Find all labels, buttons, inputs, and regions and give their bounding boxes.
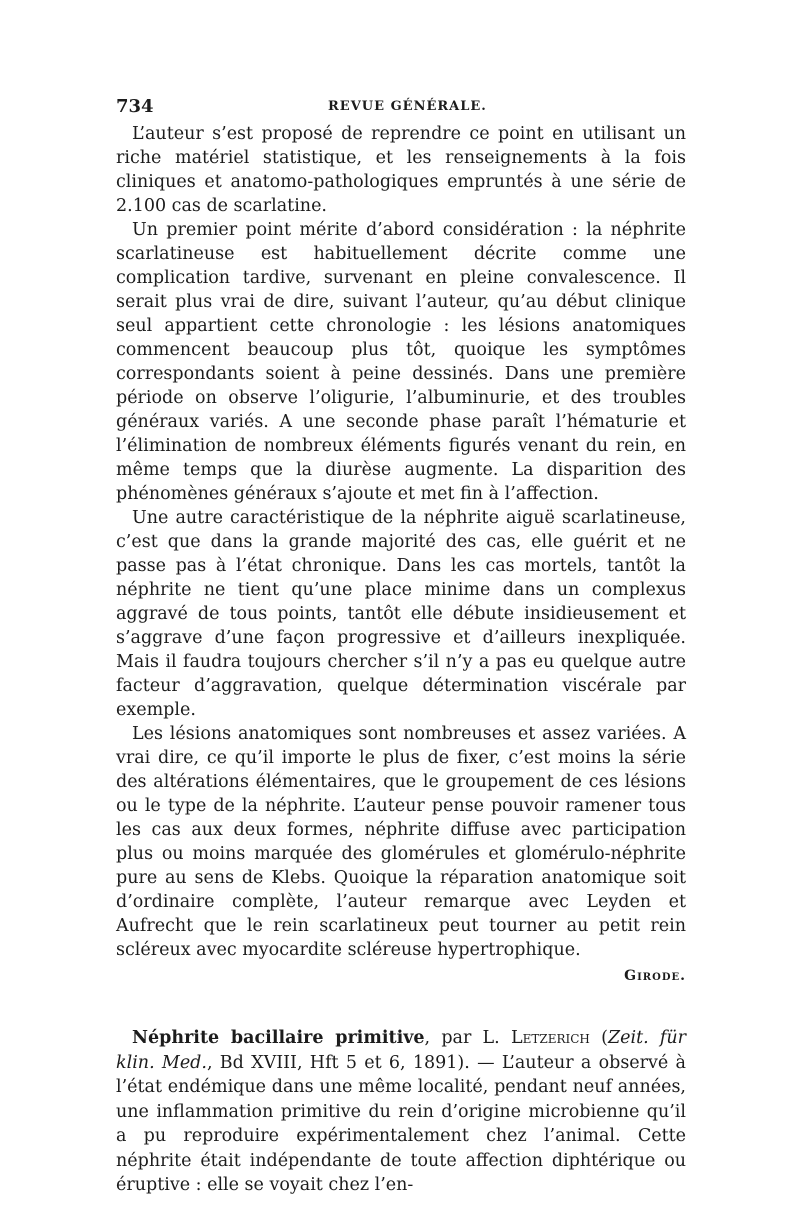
running-head (116, 96, 686, 122)
article-body: — L’auteur a observé à l’état endémique dans une même localité, pendant neuf années, une inflammation primitive du rein d’origine microbienne qu’il a pu reproduire expérimentalement chez l’animal. Cette néphrite était indépendante de toute affection diphtérique ou éruptive : elle se voyait chez l’en- (116, 1052, 686, 1195)
paragraph: Un premier point mérite d’abord considération : la néphrite scarlatineuse est habituellement décrite comme une complication tardive, survenant en pleine convalescence. Il serait plus vrai de dire, suivant l’auteur, qu’au début clinique seul appartient cette chronologie : les lésions anatomiques commencent beaucoup plus tôt, quoique les symptômes correspondants soient à peine dessinés. Dans une première période on observe l’oligurie, l’albuminurie, et des troubles généraux variés. A une seconde phase paraît l’hématurie et l’élimination de nombreux éléments figurés venant du rein, en même temps que la diurèse augmente. La disparition des phénomènes généraux s’ajoute et met fin à l’affection. (116, 220, 686, 504)
paragraph: Une autre caractéristique de la néphrite aiguë scarlatineuse, c’est que dans la grande majorité des cas, elle guérit et ne passe pas à l’état chronique. Dans les cas mortels, tantôt la néphrite ne tient qu’une place minime dans un complexus aggravé de tous points, tantôt elle débute insidieusement et s’aggrave d’une façon progressive et d’ailleurs inexpliquée. Mais il faudra toujours chercher s’il n’y a pas eu quelque autre facteur d’aggravation, quelque détermination viscérale par exemple. (116, 508, 686, 720)
article-citation: , Bd XVIII, Hft 5 et 6, 1891). (206, 1052, 470, 1073)
page-number: 734 (116, 96, 154, 117)
running-title: REVUE GÉNÉRALE. (328, 99, 487, 114)
review-text (116, 122, 686, 962)
article-entry (116, 1026, 686, 1198)
section-gap (116, 988, 686, 1026)
paragraph: L’auteur s’est proposé de reprendre ce point en utilisant un riche matériel statistique, et les renseignements à la fois cliniques et anatomo-pathologiques empruntés à une série de 2.100 cas de scarlatine. (116, 124, 686, 216)
article-open-paren: ( (589, 1028, 608, 1048)
article-title: Néphrite bacillaire primitive (132, 1028, 425, 1048)
page (116, 96, 686, 1198)
article-paragraph (116, 1026, 686, 1198)
article-by: , par L. (424, 1028, 511, 1048)
signature: Girode. (624, 968, 686, 984)
article-author: Letzerich (510, 1028, 590, 1048)
paragraph: Les lésions anatomiques sont nombreuses et assez variées. A vrai dire, ce qu’il importe le plus de fixer, c’est moins la série des altérations élémentaires, que le groupement de ces lésions ou le type de la néphrite. L’auteur pense pouvoir ramener tous les cas aux deux formes, néphrite diffuse avec participation plus ou moins marquée des glomérules et glomérulo-néphrite pure au sens de Klebs. Quoique la réparation anatomique soit d’ordinaire complète, l’auteur remarque avec Leyden et Aufrecht que le rein scarlatineux peut tourner au petit rein scléreux avec myocardite scléreuse hypertrophique. (116, 724, 686, 960)
article-journal: Zeit. für klin. Med. (116, 1028, 687, 1073)
